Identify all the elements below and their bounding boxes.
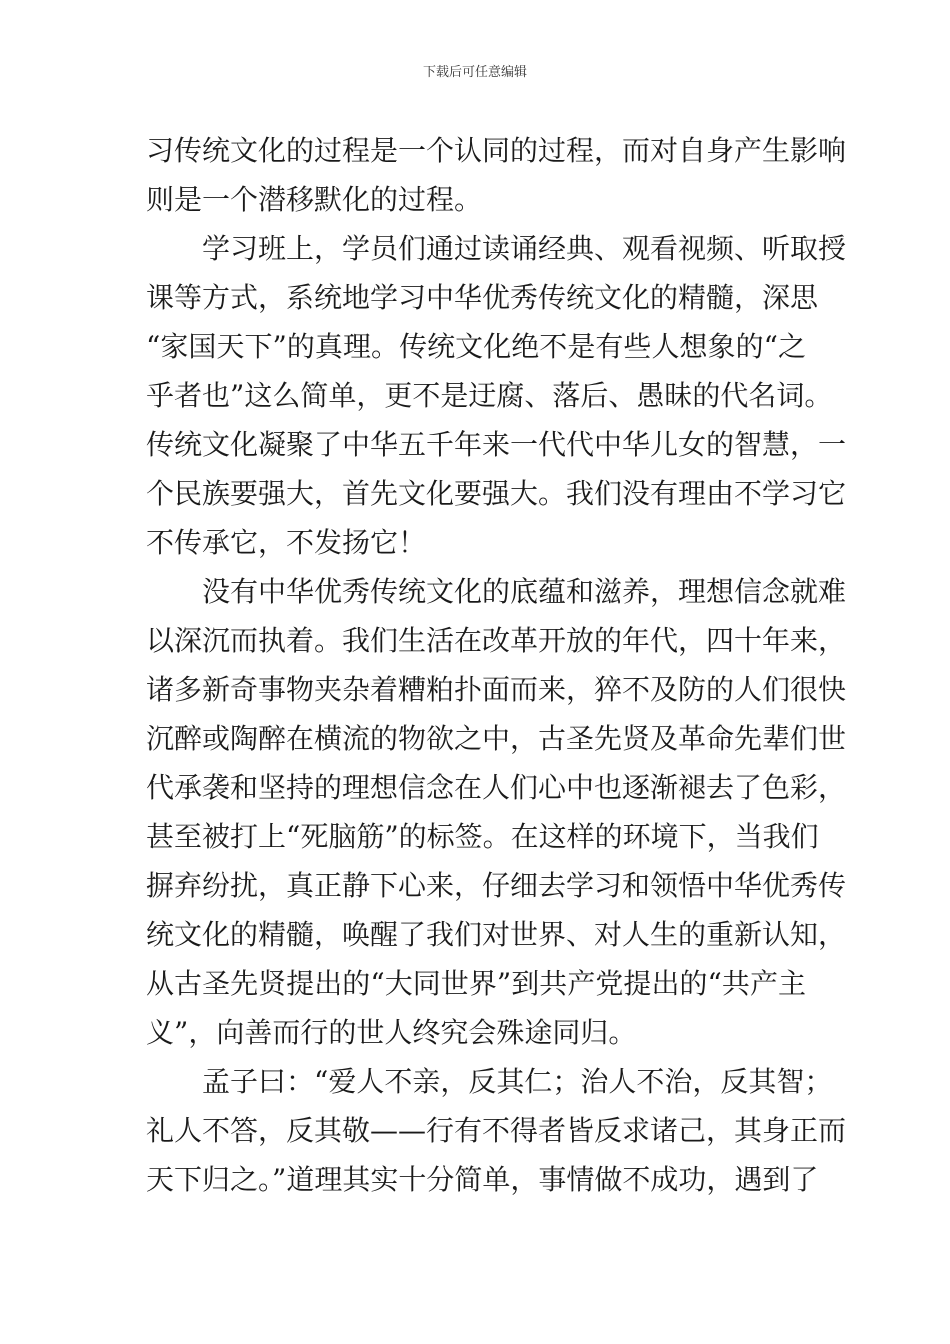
text-line: 甚至被打上“死脑筋”的标签。在这样的环境下，当我们 [146, 820, 819, 853]
text-line: 义”，向善而行的世人终究会殊途同归。 [146, 1016, 637, 1049]
text-line: 个民族要强大，首先文化要强大。我们没有理由不学习它 [146, 477, 847, 510]
text-line: 孟子曰：“爱人不亲，反其仁；治人不治，反其智； [202, 1065, 833, 1098]
text-line: 没有中华优秀传统文化的底蕴和滋养，理想信念就难 [202, 575, 847, 608]
text-line: 沉醉或陶醉在横流的物欲之中，古圣先贤及革命先辈们世 [146, 722, 847, 755]
page-header-note: 下载后可任意编辑 [422, 65, 527, 80]
text-line: 诸多新奇事物夹杂着糟粕扑面而来，猝不及防的人们很快 [146, 673, 847, 706]
text-line: “家国天下”的真理。传统文化绝不是有些人想象的“之 [146, 330, 806, 363]
text-line: 习传统文化的过程是一个认同的过程，而对自身产生影响 [146, 134, 847, 167]
text-line: 课等方式，系统地学习中华优秀传统文化的精髓，深思 [146, 281, 819, 314]
text-line: 乎者也”这么简单，更不是迂腐、落后、愚昧的代名词。 [146, 379, 833, 412]
text-line: 礼人不答，反其敬——行有不得者皆反求诸己，其身正而 [146, 1114, 847, 1147]
text-line: 学习班上，学员们通过读诵经典、观看视频、听取授 [202, 232, 847, 265]
text-line: 摒弃纷扰，真正静下心来，仔细去学习和领悟中华优秀传 [146, 869, 847, 902]
text-line: 不传承它，不发扬它！ [146, 526, 427, 559]
text-line: 从古圣先贤提出的“大同世界”到共产党提出的“共产主 [146, 967, 806, 1000]
document-body [146, 126, 847, 1204]
text-line: 天下归之。”道理其实十分简单，事情做不成功，遇到了 [146, 1163, 819, 1196]
text-line: 以深沉而执着。我们生活在改革开放的年代，四十年来， [146, 624, 847, 657]
text-line: 统文化的精髓，唤醒了我们对世界、对人生的重新认知， [146, 918, 847, 951]
text-line: 代承袭和坚持的理想信念在人们心中也逐渐褪去了色彩， [146, 771, 847, 804]
text-line: 则是一个潜移默化的过程。 [146, 183, 483, 216]
text-line: 传统文化凝聚了中华五千年来一代代中华儿女的智慧，一 [146, 428, 847, 461]
